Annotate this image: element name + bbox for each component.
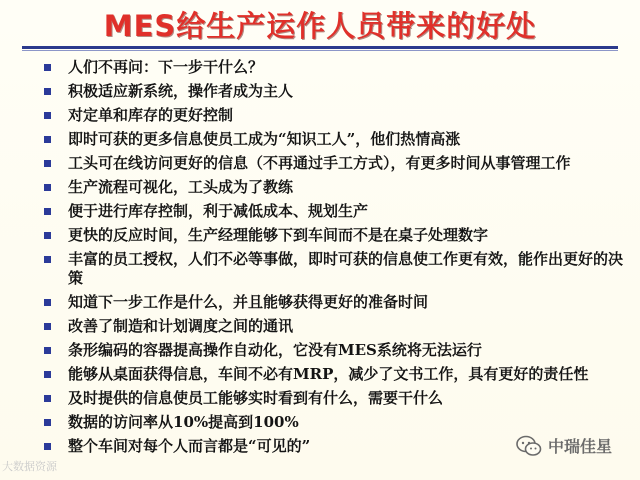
list-item-text: 及时提供的信息使员工能够实时看到有什么，需要干什么 <box>68 389 444 407</box>
list-item <box>44 130 624 149</box>
list-item <box>44 226 624 245</box>
list-item-text: 能够从桌面获得信息，车间不必有MRP，减少了文书工作，具有更好的责任性 <box>68 365 589 383</box>
square-bullet-icon <box>44 443 51 450</box>
square-bullet-icon <box>44 395 51 402</box>
list-item <box>44 413 624 432</box>
list-item-text: 便于进行库存控制，利于减低成本、规划生产 <box>68 202 369 220</box>
square-bullet-icon <box>44 232 51 239</box>
square-bullet-icon <box>44 160 51 167</box>
square-bullet-icon <box>44 88 51 95</box>
square-bullet-icon <box>44 371 51 378</box>
list-item-text: 对定单和库存的更好控制 <box>68 106 234 124</box>
square-bullet-icon <box>44 347 51 354</box>
slide-title: MES给生产运作人员带来的好处 <box>103 9 537 43</box>
list-item-text: 改善了制造和计划调度之间的通讯 <box>68 317 294 335</box>
square-bullet-icon <box>44 208 51 215</box>
list-item <box>44 341 624 360</box>
list-item-text: 人们不再问：下一步干什么？ <box>68 58 264 76</box>
list-item <box>44 293 624 312</box>
square-bullet-icon <box>44 323 51 330</box>
list-item <box>44 178 624 197</box>
title-divider <box>22 46 618 49</box>
bullet-list <box>44 58 624 461</box>
list-item-text: 更快的反应时间，生产经理能够下到车间而不是在桌子处理数字 <box>68 226 489 244</box>
title-divider-thin <box>22 50 618 51</box>
list-item-text: 生产流程可视化，工头成为了教练 <box>68 178 294 196</box>
list-item-text: 积极适应新系统，操作者成为主人 <box>68 82 294 100</box>
list-item-text: 数据的访问率从10%提高到100% <box>68 413 299 431</box>
square-bullet-icon <box>44 136 51 143</box>
list-item <box>44 58 624 77</box>
watermark-left: 大数据资源 <box>2 460 57 473</box>
wechat-icon <box>516 435 542 457</box>
square-bullet-icon <box>44 256 51 263</box>
list-item <box>44 389 624 408</box>
list-item <box>44 154 624 173</box>
square-bullet-icon <box>44 184 51 191</box>
list-item-text: 知道下一步工作是什么，并且能够获得更好的准备时间 <box>68 293 429 311</box>
list-item <box>44 82 624 101</box>
list-item <box>44 250 624 288</box>
list-item-text: 整个车间对每个人而言都是“可见的” <box>68 437 311 455</box>
square-bullet-icon <box>44 299 51 306</box>
list-item-text: 即时可获的更多信息使员工成为“知识工人”，他们热情高涨 <box>68 130 461 148</box>
list-item <box>44 365 624 384</box>
watermark-right-text: 中瑞佳星 <box>548 437 613 456</box>
list-item <box>44 106 624 125</box>
list-item <box>44 317 624 336</box>
list-item <box>44 202 624 221</box>
square-bullet-icon <box>44 112 51 119</box>
list-item-text: 条形编码的容器提高操作自动化，它没有MES系统将无法运行 <box>68 341 482 359</box>
watermark-right <box>516 434 612 457</box>
square-bullet-icon <box>44 419 51 426</box>
list-item-text: 工头可在线访问更好的信息（不再通过手工方式），有更多时间从事管理工作 <box>68 154 571 172</box>
list-item-text: 丰富的员工授权，人们不必等事做，即时可获的信息使工作更有效，能作出更好的决策 <box>68 250 624 287</box>
square-bullet-icon <box>44 64 51 71</box>
